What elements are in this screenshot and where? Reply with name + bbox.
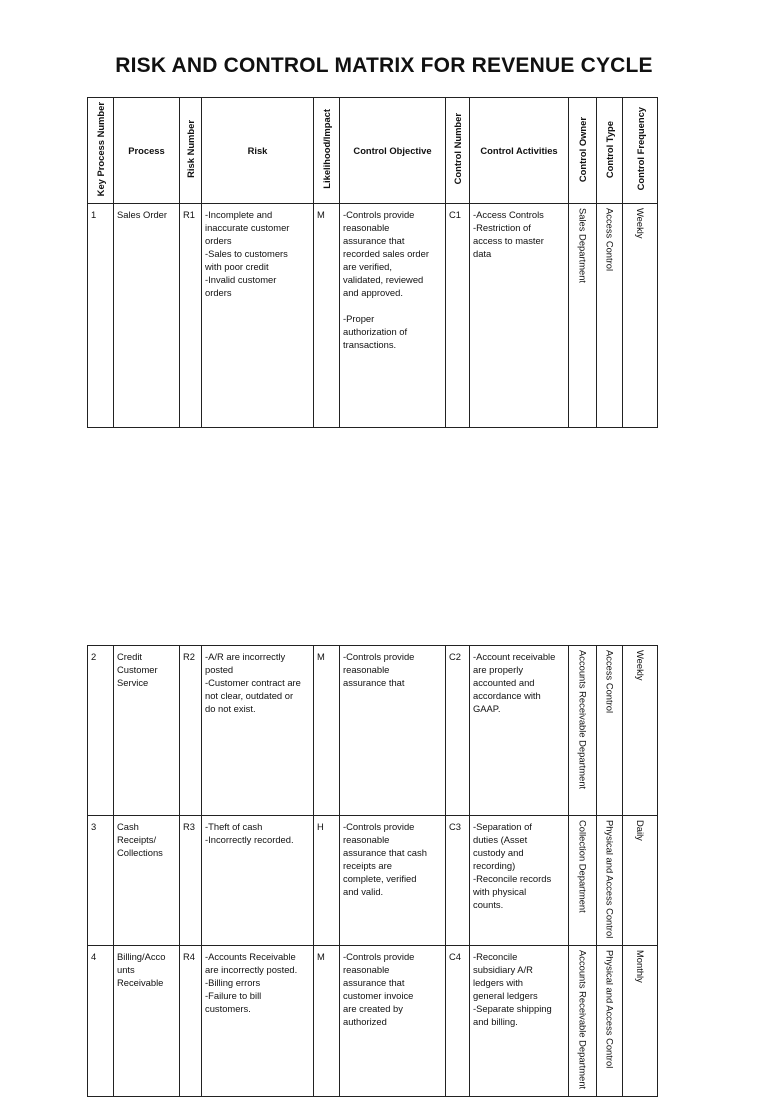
page-title: RISK AND CONTROL MATRIX FOR REVENUE CYCLE xyxy=(115,54,653,77)
risk-cell-line: -Accounts Receivable xyxy=(205,951,296,963)
control-objective-cell-line: assurance that xyxy=(343,677,405,688)
control-objective-cell-line: and valid. xyxy=(343,886,384,897)
control-objective-cell-line: -Controls provide xyxy=(343,209,415,221)
control-objective-cell xyxy=(340,816,446,946)
risk-number-cell: R2 xyxy=(180,646,202,816)
control-owner-cell: Accounts Receivable Department xyxy=(569,646,597,816)
process-cell-line: Customer xyxy=(117,664,158,675)
process-cell-line: Collections xyxy=(117,847,163,858)
process-cell xyxy=(114,646,180,816)
control-objective-cell-line: -Controls provide xyxy=(343,951,415,963)
key-process-number-cell: 2 xyxy=(88,646,114,816)
control-owner-cell: Accounts Receivable Department xyxy=(569,946,597,1097)
control-objective-cell-line xyxy=(343,299,442,312)
control-activities-cell xyxy=(470,816,569,946)
risk-cell-line: -A/R are incorrectly xyxy=(205,651,286,662)
likelihood-impact-cell: M xyxy=(314,646,340,816)
control-activities-cell-line: accounted and xyxy=(473,677,535,688)
risk-cell-line: inaccurate customer xyxy=(205,222,290,234)
risk-cell-line: -Customer contract are xyxy=(205,677,301,688)
risk-cell-line: orders xyxy=(205,235,232,247)
process-cell-line: Billing/Acco xyxy=(117,951,166,963)
control-activities-cell-line: and billing. xyxy=(473,1016,518,1028)
control-objective-cell xyxy=(340,646,446,816)
risk-cell xyxy=(202,204,314,428)
process-cell xyxy=(114,946,180,1097)
control-type-cell: Access Control xyxy=(597,204,623,428)
risk-cell xyxy=(202,646,314,816)
control-activities-cell-line: -Restriction of xyxy=(473,222,531,234)
risk-cell xyxy=(202,946,314,1097)
process-cell-line: Receivable xyxy=(117,977,164,989)
control-activities-cell-line: -Access Controls xyxy=(473,209,544,221)
control-frequency-cell: Daily xyxy=(623,816,658,946)
likelihood-impact-cell: H xyxy=(314,816,340,946)
risk-cell-line: -Incorrectly recorded. xyxy=(205,834,294,845)
control-objective-cell-line: receipts are xyxy=(343,860,392,871)
control-activities-cell xyxy=(470,204,569,428)
control-objective-cell xyxy=(340,946,446,1097)
process-cell-line: Receipts/ xyxy=(117,834,157,845)
risk-number-cell: R1 xyxy=(180,204,202,428)
header-row xyxy=(88,98,658,204)
control-activities-cell-line: are properly xyxy=(473,664,524,675)
risk-cell-line: orders xyxy=(205,287,232,299)
control-number-cell: C1 xyxy=(446,204,470,428)
key-process-number-cell: 4 xyxy=(88,946,114,1097)
process-cell xyxy=(114,816,180,946)
control-number-cell: C3 xyxy=(446,816,470,946)
key-process-number-cell: 1 xyxy=(88,204,114,428)
control-objective-cell-line: assurance that xyxy=(343,977,405,989)
control-activities-cell-line: access to master xyxy=(473,235,544,247)
control-activities-cell-line: duties (Asset xyxy=(473,834,528,845)
control-frequency-cell: Weekly xyxy=(623,204,658,428)
control-type-cell: Access Control xyxy=(597,646,623,816)
control-activities-cell-line: counts. xyxy=(473,899,504,910)
control-activities-cell xyxy=(470,646,569,816)
table-row xyxy=(88,204,658,428)
risk-control-table-continued xyxy=(87,645,658,1097)
likelihood-impact-cell: M xyxy=(314,204,340,428)
control-objective-cell-line: authorized xyxy=(343,1016,387,1028)
risk-cell-line: customers. xyxy=(205,1003,251,1015)
control-objective-cell-line: reasonable xyxy=(343,664,390,675)
control-objective-cell-line: transactions. xyxy=(343,339,397,351)
control-type-cell: Physical and Access Control xyxy=(597,816,623,946)
control-owner-cell: Collection Department xyxy=(569,816,597,946)
risk-control-table xyxy=(87,97,658,428)
control-objective-cell-line: validated, reviewed xyxy=(343,274,424,286)
risk-cell xyxy=(202,816,314,946)
control-number-cell: C4 xyxy=(446,946,470,1097)
control-objective-cell-line: customer invoice xyxy=(343,990,414,1002)
control-activities-cell-line: ledgers with xyxy=(473,977,524,989)
control-activities-cell-line: -Reconcile xyxy=(473,951,518,963)
control-activities-cell-line: with physical xyxy=(473,886,527,897)
control-frequency-cell: Monthly xyxy=(623,946,658,1097)
control-activities-cell-line: -Account receivable xyxy=(473,651,556,662)
control-objective-cell-line: reasonable xyxy=(343,222,390,234)
control-objective-cell-line: -Controls provide xyxy=(343,821,415,832)
control-objective-cell-line: are created by xyxy=(343,1003,403,1015)
risk-cell-line: with poor credit xyxy=(205,261,269,273)
control-objective-cell-line: assurance that cash xyxy=(343,847,427,858)
risk-cell-line: do not exist. xyxy=(205,703,256,714)
header-control-activities: Control Activities xyxy=(470,98,569,204)
control-objective-cell-line: and approved. xyxy=(343,287,403,299)
control-activities-cell-line: custody and xyxy=(473,847,524,858)
likelihood-impact-cell: M xyxy=(314,946,340,1097)
control-objective-cell-line: -Controls provide xyxy=(343,651,415,662)
control-activities-cell-line: general ledgers xyxy=(473,990,538,1002)
header-control-type: Control Type xyxy=(597,98,623,204)
risk-cell-line: -Failure to bill xyxy=(205,990,262,1002)
control-activities-cell-line: -Separate shipping xyxy=(473,1003,552,1015)
control-activities-cell-line: accordance with xyxy=(473,690,541,701)
risk-number-cell: R3 xyxy=(180,816,202,946)
risk-cell-line: are incorrectly posted. xyxy=(205,964,298,976)
header-control-owner: Control Owner xyxy=(569,98,597,204)
header-control-number: Control Number xyxy=(446,98,470,204)
risk-cell-line: -Incomplete and xyxy=(205,209,273,221)
process-cell-line: Service xyxy=(117,677,149,688)
control-number-cell: C2 xyxy=(446,646,470,816)
control-objective-cell-line: reasonable xyxy=(343,964,390,976)
control-activities-cell-line: recording) xyxy=(473,860,516,871)
risk-number-cell: R4 xyxy=(180,946,202,1097)
header-control-objective: Control Objective xyxy=(340,98,446,204)
header-key-process-number: Key Process Number xyxy=(88,98,114,204)
control-objective-cell-line: are verified, xyxy=(343,261,392,273)
control-activities-cell xyxy=(470,946,569,1097)
key-process-number-cell: 3 xyxy=(88,816,114,946)
header-risk-number: Risk Number xyxy=(180,98,202,204)
process-cell-line: unts xyxy=(117,964,135,976)
process-cell-line: Credit xyxy=(117,651,143,662)
header-process: Process xyxy=(114,98,180,204)
control-objective-cell-line: assurance that xyxy=(343,235,405,247)
control-activities-cell-line: subsidiary A/R xyxy=(473,964,533,976)
control-objective-cell-line: -Proper xyxy=(343,313,375,325)
header-risk: Risk xyxy=(202,98,314,204)
process-cell-line: Sales Order xyxy=(117,209,168,221)
risk-cell-line: not clear, outdated or xyxy=(205,690,294,701)
risk-cell-line: -Invalid customer xyxy=(205,274,277,286)
risk-cell-line: -Sales to customers xyxy=(205,248,288,260)
risk-cell-line: -Theft of cash xyxy=(205,821,263,832)
control-activities-cell-line: -Reconcile records xyxy=(473,873,552,884)
header-likelihood-impact: Likelihood/Impact xyxy=(314,98,340,204)
table-row xyxy=(88,646,658,816)
header-control-frequency: Control Frequency xyxy=(623,98,658,204)
control-objective-cell xyxy=(340,204,446,428)
control-objective-cell-line: recorded sales order xyxy=(343,248,429,260)
control-objective-cell-line: reasonable xyxy=(343,834,390,845)
control-activities-cell-line: GAAP. xyxy=(473,703,501,714)
control-activities-cell-line: -Separation of xyxy=(473,821,532,832)
table-row xyxy=(88,816,658,946)
table-row xyxy=(88,946,658,1097)
process-cell-line: Cash xyxy=(117,821,139,832)
control-activities-cell-line: data xyxy=(473,248,492,260)
control-objective-cell-line: authorization of xyxy=(343,326,408,338)
control-type-cell: Physical and Access Control xyxy=(597,946,623,1097)
control-objective-cell-line: complete, verified xyxy=(343,873,417,884)
control-owner-cell: Sales Department xyxy=(569,204,597,428)
control-frequency-cell: Weekly xyxy=(623,646,658,816)
process-cell xyxy=(114,204,180,428)
risk-cell-line: posted xyxy=(205,664,234,675)
risk-cell-line: -Billing errors xyxy=(205,977,261,989)
